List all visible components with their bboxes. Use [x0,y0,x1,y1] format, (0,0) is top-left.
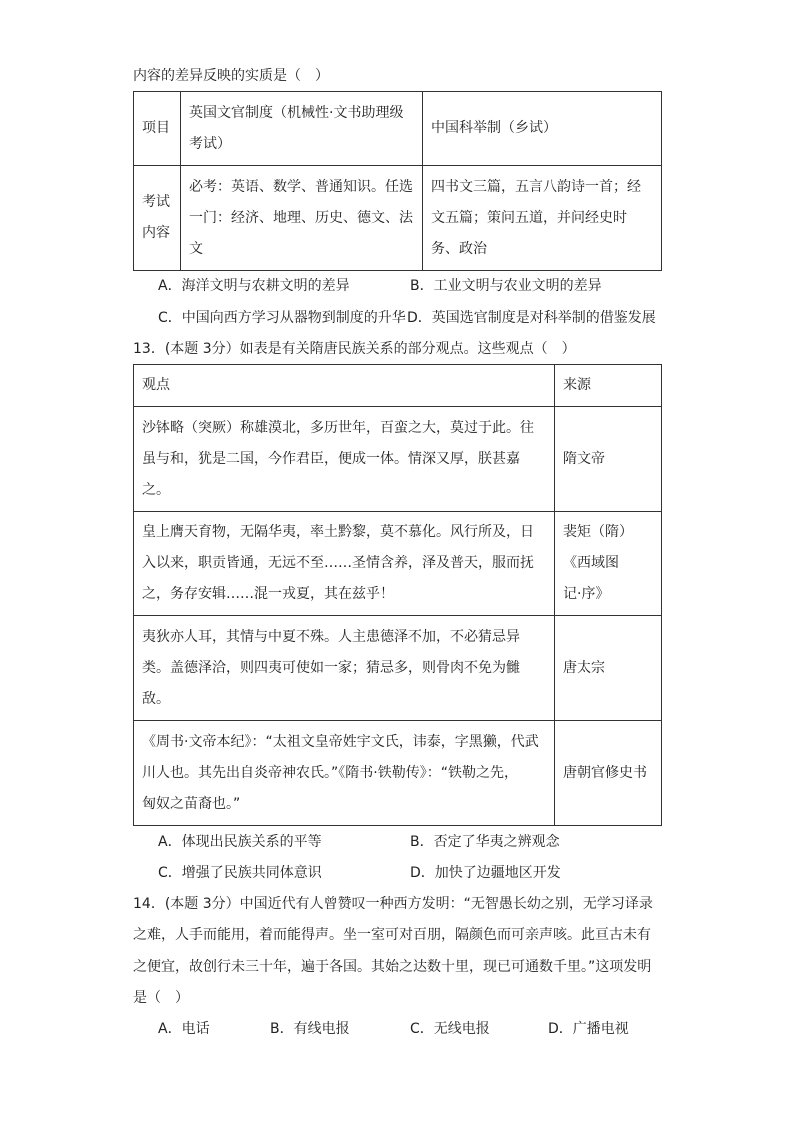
q13-row-2-view: 皇上膺天育物，无隔华夷，率土黔黎，莫不慕化。风行所及，日 入以来，职贡皆通，无远不至……圣情含养，泽及普天，服而抚 之，务存安辑……混一戎夏，其在兹乎！ [134,512,555,616]
q13-head-view: 观点 [134,365,555,407]
q13-stem: 13．(本题 3分）如表是有关隋唐民族关系的部分观点。这些观点（ ） [133,341,576,357]
q13-option-c[interactable]: C．增强了民族共同体意识 [158,865,322,881]
q13-views-table [133,364,662,826]
q12-option-c[interactable]: C．中国向西方学习从器物到制度的升华 [158,310,406,326]
q14-stem-line-3: 之便宜，故创行未三十年，遍于各国。其始之达数十里，现已可通数千里。”这项发明 [133,959,652,975]
q13-row-1-source: 隋文帝 [555,407,662,512]
q12-stem-tail: 内容的差异反映的实质是（ ） [133,68,329,84]
q12-option-b[interactable]: B．工业文明与农业文明的差异 [410,278,602,294]
q14-option-d[interactable]: D．广播电视 [548,1021,629,1037]
q14-option-a[interactable]: A．电话 [158,1021,210,1037]
q13-row-2-source: 裴矩（隋） 《西域图 记·序》 [555,512,662,616]
q13-option-d[interactable]: D．加快了边疆地区开发 [410,865,561,881]
q14-option-b[interactable]: B．有线电报 [270,1021,350,1037]
q13-option-a[interactable]: A．体现出民族关系的平等 [158,834,322,850]
q13-option-b[interactable]: B．否定了华夷之辨观念 [410,834,560,850]
q12-option-d[interactable]: D．英国选官制度是对科举制的借鉴发展 [407,310,656,326]
q12-head-label: 项目 [134,92,181,166]
q14-stem-line-4: 是（ ） [133,990,189,1006]
q13-row-4-view: 《周书·文帝本纪》：“太祖文皇帝姓宇文氏，讳泰，字黑獭，代武 川人也。其先出自炎帝神农氏。”《隋书·铁勒传》：“铁勒之先， 匈奴之苗裔也。” [134,721,555,826]
q13-head-source: 来源 [555,365,662,407]
q12-comparison-table [133,91,662,271]
q12-col1-head: 英国文官制度（机械性·文书助理级 考试） [181,92,423,166]
q13-row-4-source: 唐朝官修史书 [555,721,662,826]
q14-option-c[interactable]: C．无线电报 [410,1021,490,1037]
q12-col1-content: 必考：英语、数学、普通知识。任选 一门：经济、地理、历史、德文、法 文 [181,166,423,271]
q13-row-3-source: 唐太宗 [555,616,662,721]
q12-col2-head: 中国科举制（乡试） [423,92,662,166]
q12-col2-content: 四书文三篇，五言八韵诗一首；经 文五篇；策问五道，并问经史时 务、政治 [423,166,662,271]
q14-stem-line-1: 14．(本题 3分）中国近代有人曾赞叹一种西方发明：“无智愚长幼之别，无学习译录 [133,896,653,912]
q13-row-1-view: 沙钵略（突厥）称雄漠北，多历世年，百蛮之大，莫过于此。往 虽与和，犹是二国，今作君臣，便成一体。情深又厚，朕甚嘉 之。 [134,407,555,512]
q14-stem-line-2: 之难，人手而能用，着而能得声。坐一室可对百朋，隔颜色而可亲声咳。此亘古未有 [133,927,651,943]
q13-row-3-view: 夷狄亦人耳，其情与中夏不殊。人主患德泽不加，不必猜忌异 类。盖德泽洽，则四夷可使如一家；猜忌多，则骨肉不免为雠 敌。 [134,616,555,721]
q12-option-a[interactable]: A．海洋文明与农耕文明的差异 [158,278,350,294]
q12-row-label: 考试 内容 [134,166,181,271]
